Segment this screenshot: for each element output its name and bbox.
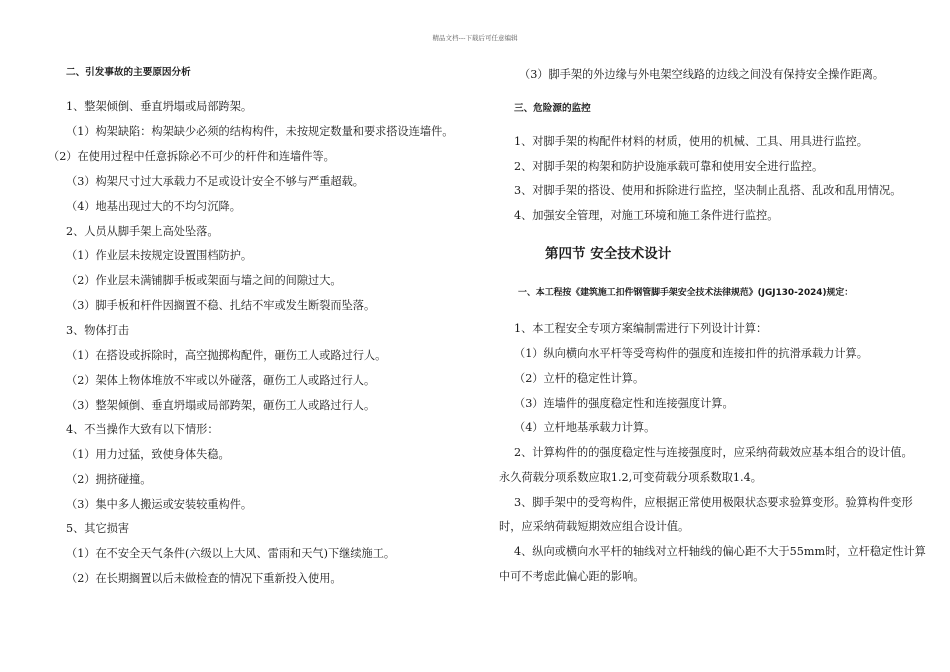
text-line: （4）地基出现过大的不均匀沉降。 [66,200,241,213]
text-line: 2、对脚手架的构架和防护设施承载可靠和使用安全进行监控。 [514,160,824,173]
text-line: 1、本工程安全专项方案编制需进行下列设计计算： [514,322,768,335]
text-line: （3）构架尺寸过大承载力不足或设计安全不够与严重超载。 [66,175,364,188]
text-line: （1）在搭设或拆除时，高空抛掷构配件，砸伤工人或路过行人。 [66,349,387,362]
text-line: 3、物体打击 [66,324,130,337]
text-line: 3、对脚手架的搭设、使用和拆除进行监控，坚决制止乱搭、乱改和乱用情况。 [514,184,902,197]
text-line: （1）在不安全天气条件(六级以上大风、雷雨和天气)下继续施工。 [66,547,396,560]
text-line: 4、纵向或横向水平杆的轴线对立杆轴线的偏心距不大于55mm时，立杆稳定性计算 [514,545,926,558]
text-line: （3）整架倾倒、垂直坍塌或局部跨架，砸伤工人或路过行人。 [66,399,376,412]
section-title: 第四节 安全技术设计 [545,246,672,262]
text-line: 5、其它损害 [66,522,130,535]
text-line: （3）脚手板和杆件因搁置不稳、扎结不牢或发生断裂而坠落。 [66,299,376,312]
text-line: （2）在长期搁置以后未做检查的情况下重新投入使用。 [66,572,342,585]
text-line: （4）立杆地基承载力计算。 [514,421,656,434]
text-line: （2）拥挤碰撞。 [66,473,152,486]
text-line: 2、计算构件的的强度稳定性与连接强度时，应采纳荷载效应基本组合的设计值。 [514,446,913,459]
text-line: （1）构架缺陷：构架缺少必须的结构构件，未按规定数量和要求搭设连墙件。 [66,125,454,138]
text-line: 时，应采纳荷载短期效应组合设计值。 [499,520,690,533]
text-line: （2）架体上物体堆放不牢或以外碰落，砸伤工人或路过行人。 [66,374,376,387]
text-line: （2）立杆的稳定性计算。 [514,372,645,385]
text-line: （3）脚手架的外边缘与外电架空线路的边线之间没有保持安全操作距离。 [519,68,885,81]
text-line: 中可不考虑此偏心距的影响。 [499,570,645,583]
section-heading: 一、本工程按《建筑施工扣件钢管脚手架安全技术法律规范》(JGJ130-2024)规定： [518,288,854,298]
text-line: 4、加强安全管理，对施工环境和施工条件进行监控。 [514,209,779,222]
text-line: （3）集中多人搬运或安装较重构件。 [66,498,253,511]
text-line: 永久荷载分项系数应取1.2,可变荷载分项系数取1.4。 [499,471,762,484]
text-line: （2）在使用过程中任意拆除必不可少的杆件和连墙件等。 [48,150,335,163]
text-line: 4、不当操作大致有以下情形： [66,423,219,436]
page-header: 精品文档---下载后可任意编辑 [432,34,518,42]
text-line: （1）用力过猛，致使身体失稳。 [66,448,230,461]
text-line: 2、人员从脚手架上高处坠落。 [66,225,219,238]
text-line: （1）作业层未按规定设置围档防护。 [66,249,253,262]
section-heading: 二、引发事故的主要原因分析 [66,67,191,78]
text-line: 1、整架倾倒、垂直坍塌或局部跨架。 [66,100,253,113]
text-line: （2）作业层未满铺脚手板或架面与墙之间的间隙过大。 [66,274,342,287]
section-heading: 三、危险源的监控 [514,103,591,114]
text-line: 3、脚手架中的受弯构件，应根据正常使用极限状态要求验算变形。验算构件变形 [514,496,913,509]
text-line: 1、对脚手架的构配件材料的材质，使用的机械、工具、用具进行监控。 [514,135,868,148]
text-line: （3）连墙件的强度稳定性和连接强度计算。 [514,397,734,410]
text-line: （1）纵向横向水平杆等受弯构件的强度和连接扣件的抗滑承载力计算。 [514,347,868,360]
